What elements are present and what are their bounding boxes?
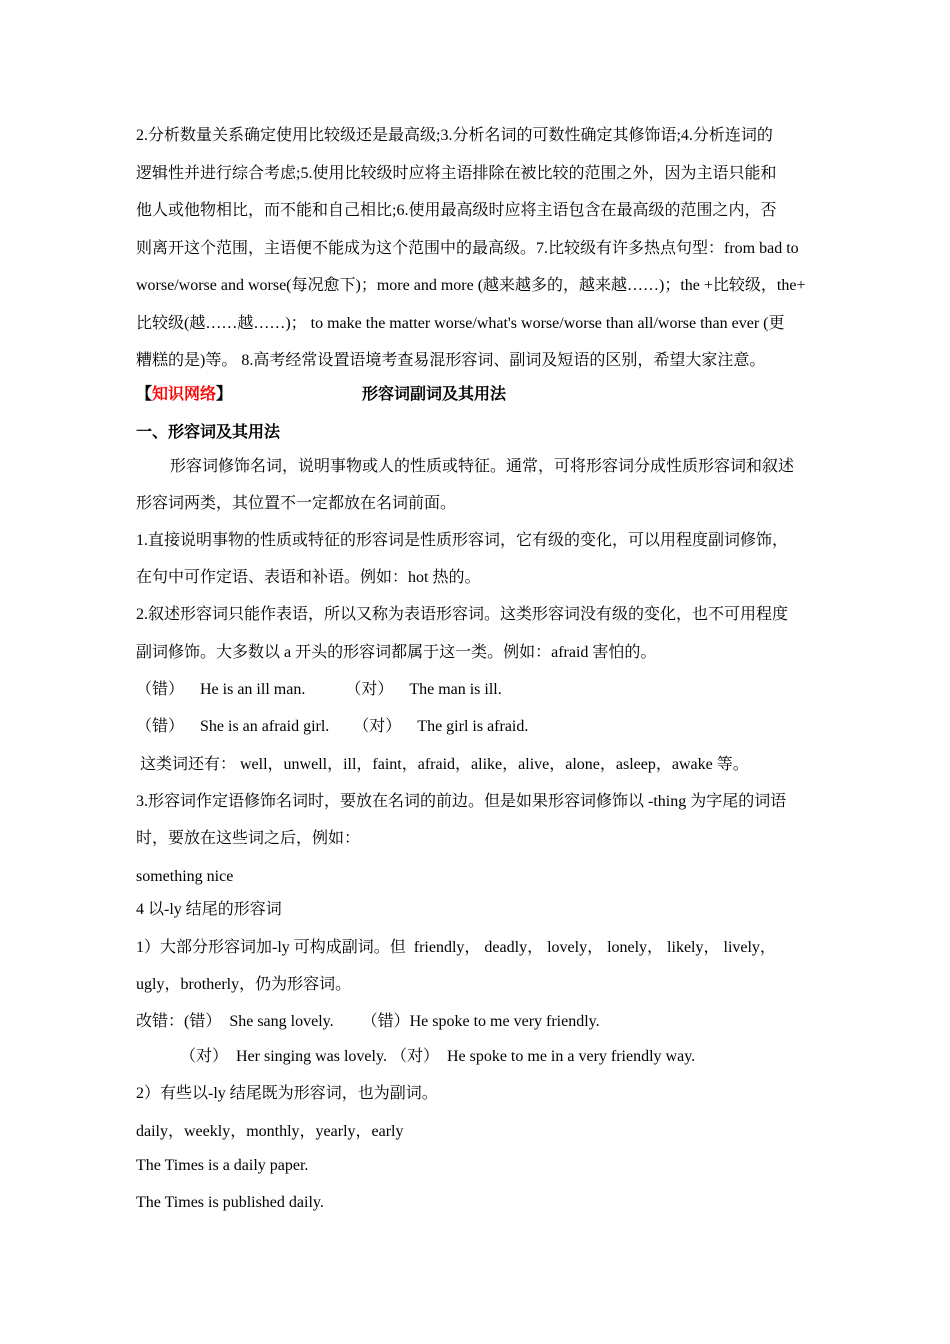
intro-line-4: 则离开这个范围，主语便不能成为这个范围中的最高级。7.比较级有许多热点句型：from bad to: [136, 240, 799, 257]
intro-line-3: 他人或他物相比，而不能和自己相比;6.使用最高级时应将主语包含在最高级的范围之内，否: [136, 202, 777, 219]
example-2-text: （错） She is an afraid girl. （对） The girl is afraid.: [136, 718, 529, 735]
intro-line-6: 比较级(越……越……)； to make the matter worse/what's worse/worse than all/worse than ever (更: [136, 315, 785, 332]
bracket-close: 】: [216, 386, 233, 403]
point4-sub1-line-2: ugly，brotherly，仍为形容词。: [136, 976, 352, 993]
correction-1: [136, 1012, 816, 1032]
other-words: [136, 755, 816, 775]
section-header: [136, 385, 816, 405]
intro-line-1: 2.分析数量关系确定使用比较级还是最高级;3.分析名词的可数性确定其修饰语;4.分析连词的: [136, 127, 773, 144]
other-words-text: 这类词还有： well，unwell，ill，faint，afraid，alike，alive，alone，asleep，awake 等。: [136, 756, 749, 773]
point4-sub1-line-1-text: 1）大部分形容词加-ly 可构成副词。但 friendly， deadly， lovely， lonely， likely， lively，: [136, 939, 776, 956]
heading-adjectives: 一、形容词及其用法: [136, 424, 281, 441]
example-1-text: （错） He is an ill man. （对） The man is ill.: [136, 681, 502, 698]
para1-line-1: 形容词修饰名词，说明事物或人的性质或特征。通常，可将形容词分成性质形容词和叙述: [170, 458, 795, 475]
example-1: [136, 680, 816, 700]
point4-title: 4 以-ly 结尾的形容词: [136, 901, 282, 918]
intro-line-7: 糟糕的是)等。 8.高考经常设置语境考查易混形容词、副词及短语的区别，希望大家注意。: [136, 352, 766, 369]
intro-line-2: 逻辑性并进行综合考虑;5.使用比较级时应将主语排除在被比较的范围之外，因为主语只能和: [136, 165, 777, 182]
correction-1-text: 改错：(错） She sang lovely. （错）He spoke to me very friendly.: [136, 1013, 600, 1030]
point2-line-2: 副词修饰。大多数以 a 开头的形容词都属于这一类。例如：afraid 害怕的。: [136, 644, 657, 661]
point3-example: something nice: [136, 868, 234, 885]
point1-line-1: 1.直接说明事物的性质或特征的形容词是性质形容词，它有级的变化，可以用程度副词修饰，: [136, 532, 789, 549]
times-example-2: The Times is published daily.: [136, 1194, 324, 1211]
para1-line-2: 形容词两类，其位置不一定都放在名词前面。: [136, 495, 457, 512]
point1-line-2: 在句中可作定语、表语和补语。例如：hot 热的。: [136, 569, 481, 586]
point4-sub1-line-1: [136, 938, 816, 958]
ly-words: daily，weekly，monthly，yearly，early: [136, 1123, 404, 1140]
point4-sub2: 2）有些以-ly 结尾既为形容词，也为副词。: [136, 1085, 438, 1102]
bracket-open: 【: [136, 386, 153, 403]
intro-line-5: worse/worse and worse(每况愈下)；more and more (越来越多的，越来越……)；the +比较级，the+: [136, 277, 806, 294]
example-2: [136, 717, 816, 737]
point2-line-1: 2.叙述形容词只能作表语，所以又称为表语形容词。这类形容词没有级的变化，也不可用程度: [136, 606, 789, 623]
times-example-1: The Times is a daily paper.: [136, 1157, 309, 1174]
section-title: 形容词副词及其用法: [362, 386, 507, 403]
section-tag: 知识网络: [152, 386, 217, 403]
correction-2: [180, 1047, 816, 1067]
point3-line-2: 时，要放在这些词之后，例如：: [136, 830, 361, 847]
point3-line-1: 3.形容词作定语修饰名词时，要放在名词的前边。但是如果形容词修饰以 -thing 为字尾的词语: [136, 793, 787, 810]
correction-2-text: （对） Her singing was lovely. （对） He spoke to me in a very friendly way.: [180, 1048, 696, 1065]
